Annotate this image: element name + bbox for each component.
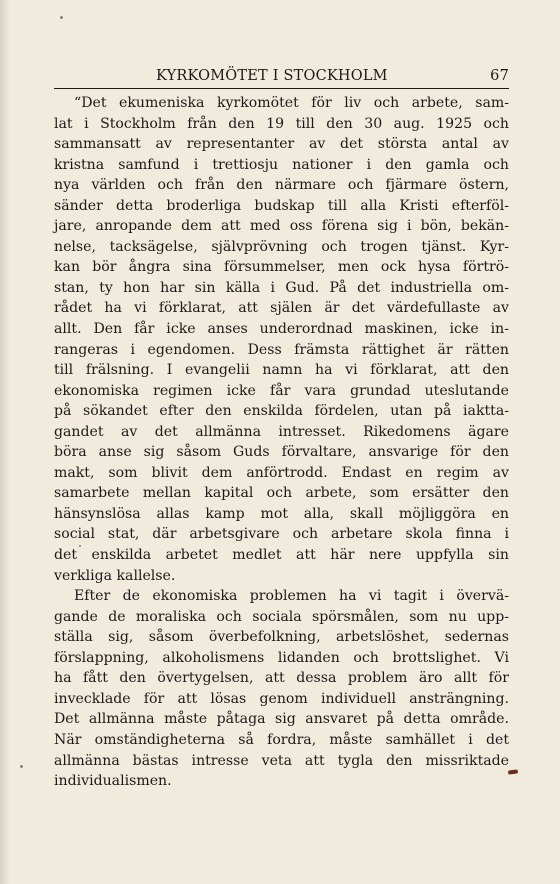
text-line: nelse, tacksägelse, självprövning och trogen tjänst. Kyr- <box>54 238 509 255</box>
text-line: rangeras i egendomen. Dess främsta rättighet är rätten <box>54 341 509 358</box>
page-header <box>54 68 509 88</box>
page-gutter-shadow <box>0 0 10 884</box>
text-line: ställa sig, såsom överbefolkning, arbetslöshet, sedernas <box>54 629 509 646</box>
text-line: nya världen och från den närmare och fjärmare östern, <box>54 177 509 194</box>
text-line: samarbete mellan kapital och arbete, som ersätter den <box>54 485 509 502</box>
text-line: “Det ekumeniska kyrkomötet för liv och arbete, sam- <box>74 95 509 111</box>
text-line: När omständigheterna så fordra, måste samhället i det <box>54 731 509 748</box>
ink-mark <box>508 769 518 774</box>
page-number: 67 <box>490 68 509 84</box>
text-line: gande de moraliska och sociala spörsmålen, som nu upp- <box>54 608 509 625</box>
text-line: till frälsning. I evangelii namn ha vi förklarat, att den <box>54 362 509 379</box>
text-line: individualismen. <box>54 773 172 790</box>
text-line: på sökandet efter den enskilda fördelen, utan på iaktta- <box>54 403 509 420</box>
text-line: ekonomiska regimen icke får vara grundad uteslutande <box>54 382 509 399</box>
text-line: jare, anropande dem att med oss förena sig i bön, bekän- <box>54 218 509 235</box>
text-line: lat i Stockholm från den 19 till den 30 aug. 1925 och <box>54 115 509 132</box>
text-line: Efter de ekonomiska problemen ha vi tagit i övervä- <box>74 588 509 605</box>
paper-speck <box>20 765 23 768</box>
text-line: rådet ha vi förklarat, att själen är det värdefullaste av <box>54 300 509 317</box>
text-line: ha fått den övertygelsen, att dessa problem äro allt för <box>54 670 509 687</box>
text-line: stan, ty hon har sin källa i Gud. På det industriella om- <box>54 279 509 296</box>
text-line: invecklade för att lösas genom individuell ansträngning. <box>54 690 509 707</box>
text-line: allt. Den får icke anses underordnad maskinen, icke in- <box>54 321 509 338</box>
running-title: KYRKOMÖTET I STOCKHOLM <box>156 68 388 84</box>
text-line: hänsynslösa allas kamp mot alla, skall möjliggöra en <box>54 505 509 522</box>
text-line: kan bör ångra sina försummelser, men ock hysa förtrö- <box>54 259 509 276</box>
text-line: makt, som blivit dem anförtrodd. Endast en regim av <box>54 464 509 481</box>
text-line: böra anse sig såsom Guds förvaltare, ansvarige för den <box>54 444 509 461</box>
text-line: förslappning, alkoholismens lidanden och brottslighet. Vi <box>54 649 509 666</box>
text-line: sammansatt av representanter av det största antal av <box>54 136 509 153</box>
text-line: verkliga kallelse. <box>54 567 176 584</box>
text-line: kristna samfund i trettiosju nationer i den gamla och <box>54 156 509 173</box>
text-line: allmänna bästas intresse veta att tygla den missriktade <box>54 752 509 769</box>
header-rule <box>54 88 509 89</box>
text-line: social stat, där arbetsgivare och arbetare skola finna i <box>54 526 509 543</box>
text-line: gandet av det allmänna intresset. Rikedomens ägare <box>54 423 509 440</box>
paper-speck <box>60 16 63 19</box>
body-text <box>54 93 509 792</box>
text-line: Det allmänna måste påtaga sig ansvaret på detta område. <box>54 711 509 728</box>
text-line: det enskilda arbetet medlet att här nere uppfylla sin <box>54 547 509 564</box>
text-line: sänder detta broderliga budskap till alla Kristi efterföl- <box>54 197 509 214</box>
